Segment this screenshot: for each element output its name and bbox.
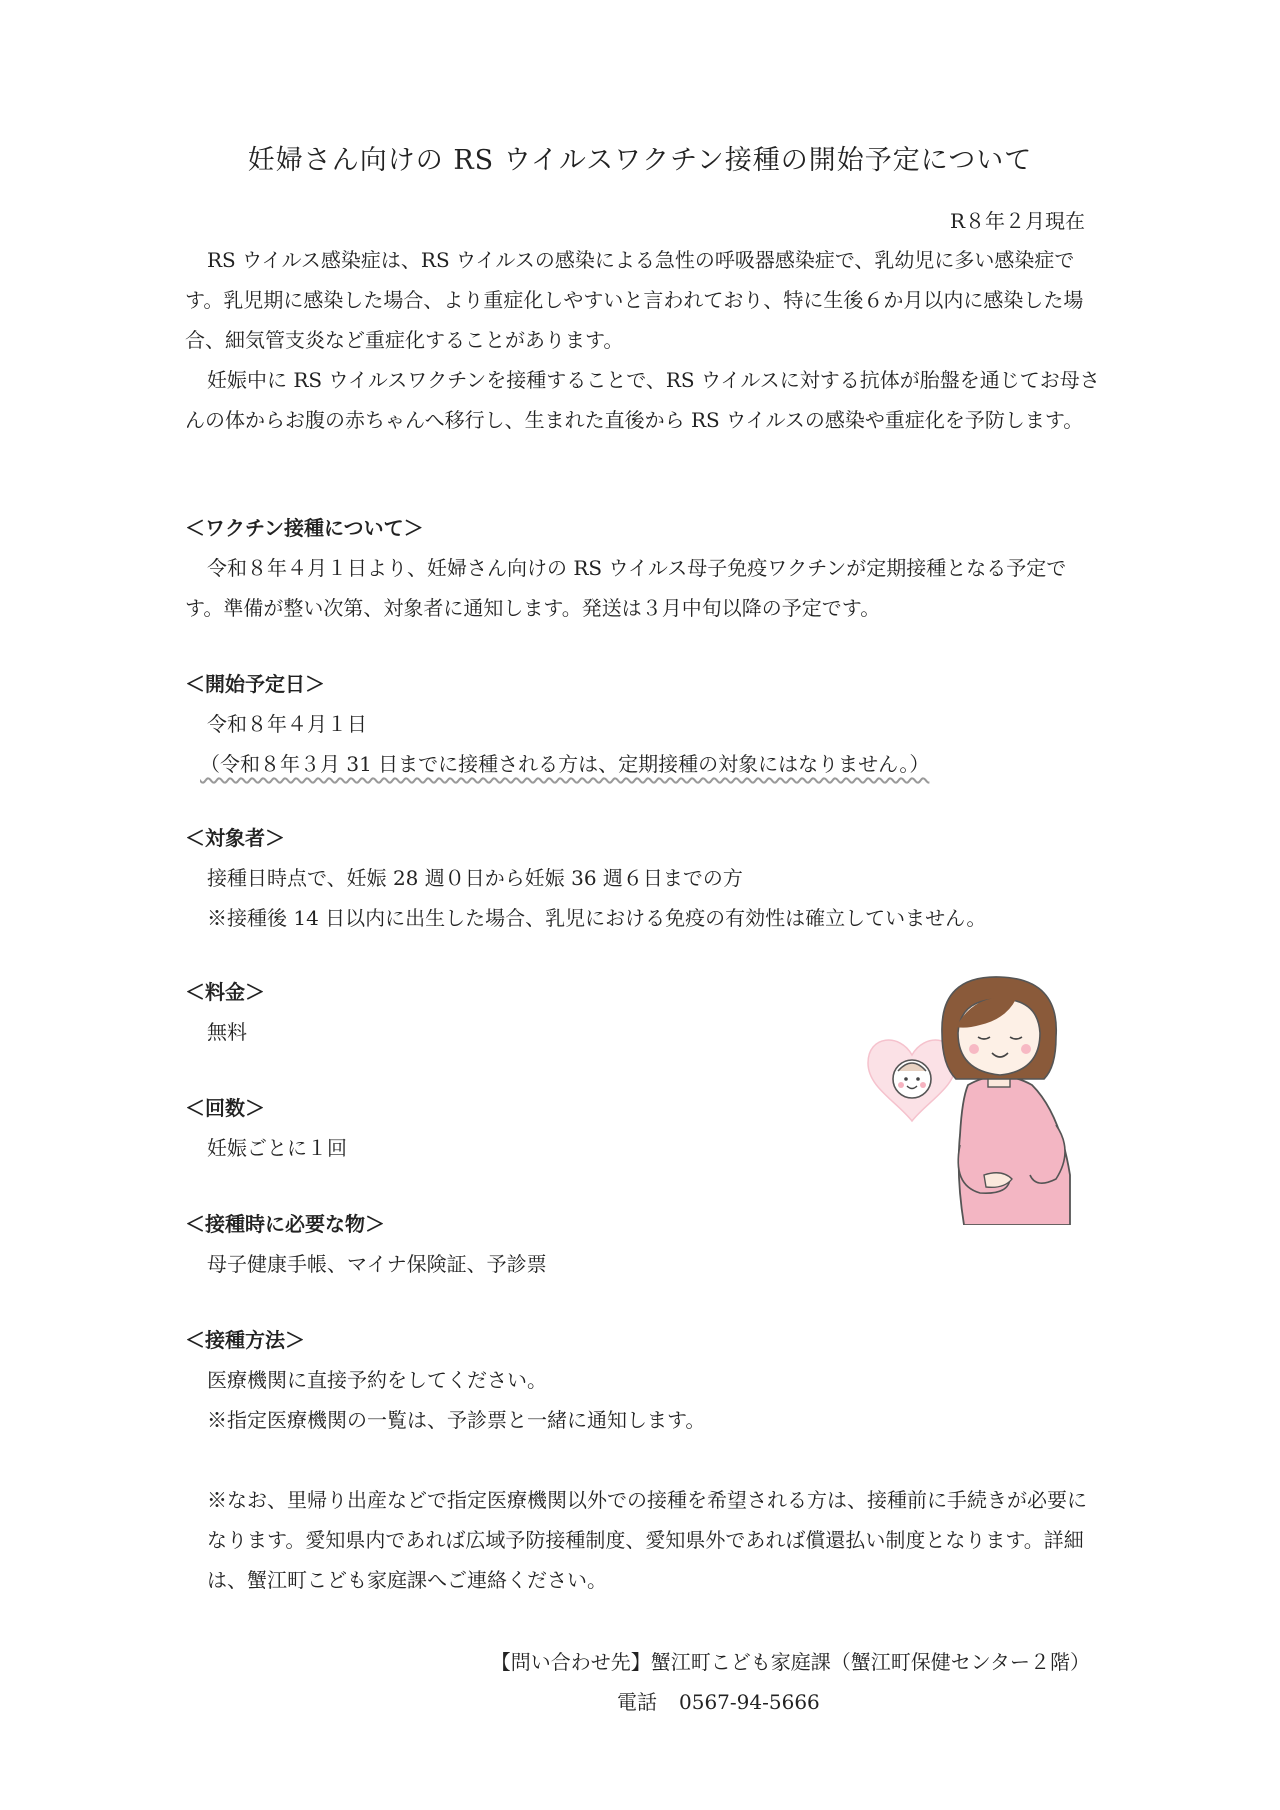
eligible-line-1: 接種日時点で、妊娠 28 週０日から妊娠 36 週６日までの方 <box>207 866 743 890</box>
items-heading: ＜接種時に必要な物＞ <box>185 1212 385 1236</box>
start-date-value: 令和８年４月１日 <box>207 712 367 736</box>
method-line-1: 医療機関に直接予約をしてください。 <box>207 1368 547 1392</box>
intro-paragraph-2 <box>185 360 1100 440</box>
items-value: 母子健康手帳、マイナ保険証、予診票 <box>207 1252 547 1276</box>
eligible-heading: ＜対象者＞ <box>185 826 285 850</box>
vaccination-heading: ＜ワクチン接種について＞ <box>185 516 424 540</box>
method-heading: ＜接種方法＞ <box>185 1328 305 1352</box>
contact-line: 【問い合わせ先】蟹江町こども家庭課（蟹江町保健センター２階） <box>490 1650 1090 1674</box>
intro-paragraph-2-text: 妊娠中に RS ウイルスワクチンを接種することで、RS ウイルスに対する抗体が胎盤を通じてお母さんの体からお腹の赤ちゃんへ移行し、生まれた直後から RS ウイルスの感染や重症化を予防します。 <box>185 368 1100 432</box>
fee-value: 無料 <box>207 1020 247 1044</box>
start-date-note: （令和８年３月 31 日までに接種される方は、定期接種の対象にはなりません。） <box>200 752 930 776</box>
vaccination-text <box>185 548 1100 628</box>
fee-heading: ＜料金＞ <box>185 980 265 1004</box>
phone-label: 電話 <box>617 1690 657 1714</box>
vaccination-text-body: 令和８年４月１日より、妊婦さん向けの RS ウイルス母子免疫ワクチンが定期接種となる予定です。準備が整い次第、対象者に通知します。発送は３月中旬以降の予定です。 <box>185 556 1067 620</box>
method-line-2: ※指定医療機関の一覧は、予診票と一緒に通知します。 <box>207 1408 706 1432</box>
home-delivery-note: ※なお、里帰り出産などで指定医療機関以外での接種を希望される方は、接種前に手続きが必要になります。愛知県内であれば広域予防接種制度、愛知県外であれば償還払い制度となります。詳細は、蟹江町こども家庭課へご連絡ください。 <box>207 1488 1087 1592</box>
intro-paragraph-1-text: RS ウイルス感染症は、RS ウイルスの感染による急性の呼吸器感染症で、乳幼児に多い感染症です。乳児期に感染した場合、より重症化しやすいと言われており、特に生後６か月以内に感染した場合、細気管支炎など重症化することがあります。 <box>185 248 1084 352</box>
contact-phone-line <box>617 1686 842 1715</box>
count-value: 妊娠ごとに１回 <box>207 1136 347 1160</box>
pregnant-woman-illustration-icon <box>860 975 1100 1225</box>
count-heading: ＜回数＞ <box>185 1096 265 1120</box>
intro-paragraph-1 <box>185 240 1100 360</box>
baby-face-icon <box>893 1060 931 1098</box>
start-date-heading: ＜開始予定日＞ <box>185 672 325 696</box>
phone-number: 0567-94-5666 <box>679 1690 820 1714</box>
page-title: 妊婦さん向けの RS ウイルスワクチン接種の開始予定について <box>247 145 1033 176</box>
as-of-date: R８年２月現在 <box>949 209 1085 233</box>
eligible-line-2: ※接種後 14 日以内に出生した場合、乳児における免疫の有効性は確立していません。 <box>207 906 987 930</box>
